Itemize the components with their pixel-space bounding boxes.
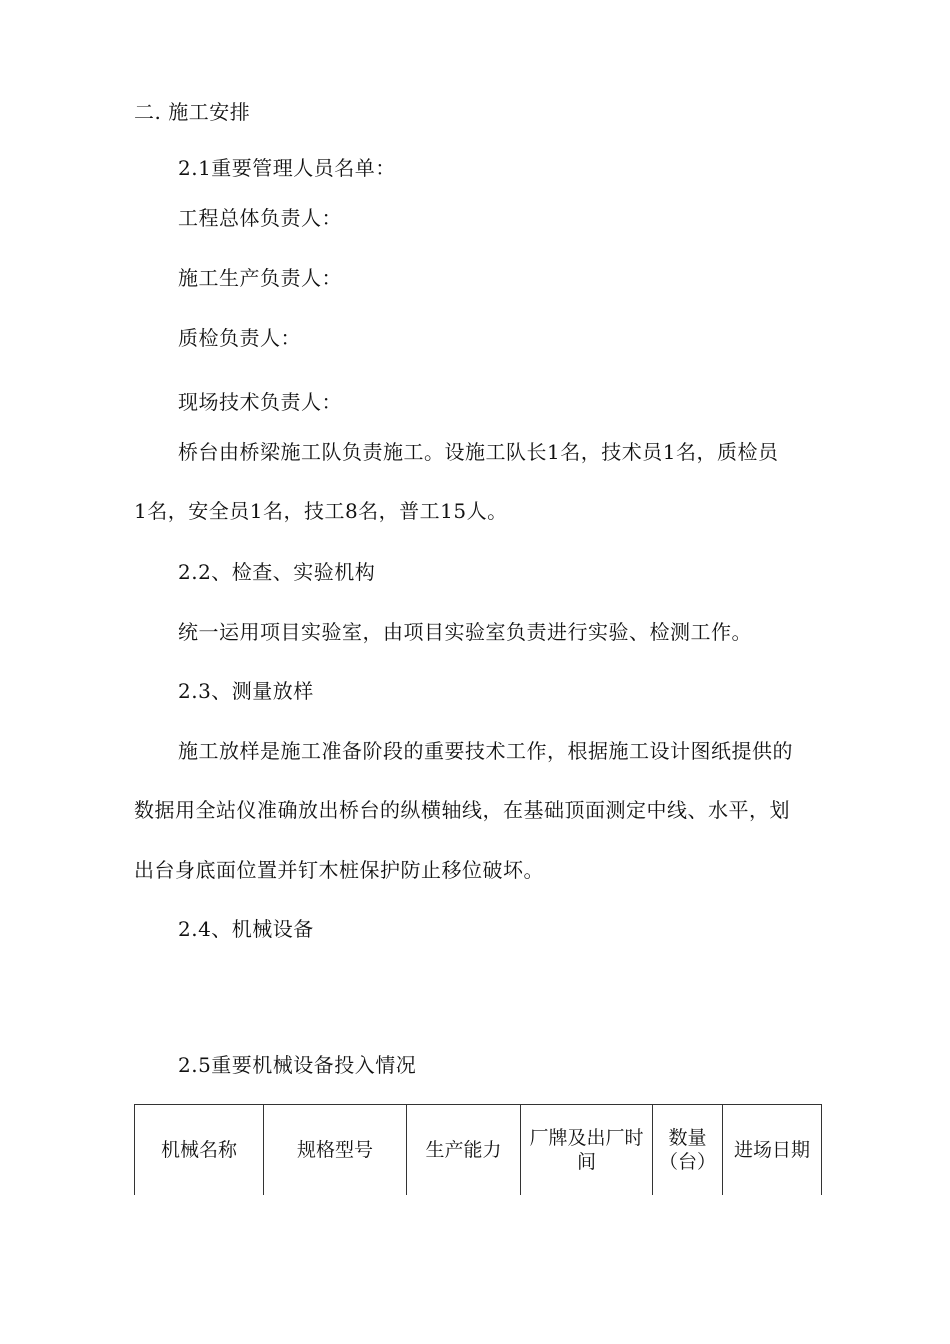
col-header-entry-date: 进场日期 — [723, 1105, 822, 1196]
section-2-3-body-line-3: 出台身底面位置并钉木桩保护防止移位破坏。 — [134, 858, 544, 882]
section-2-3-body-line-1: 施工放样是施工准备阶段的重要技术工作，根据施工设计图纸提供的 — [178, 739, 793, 763]
equipment-table-header-row — [135, 1105, 822, 1196]
section-2-5-title: 2.5重要机械设备投入情况 — [178, 1053, 417, 1077]
col-header-model: 规格型号 — [264, 1105, 407, 1196]
section-2-2-body: 统一运用项目实验室，由项目实验室负责进行实验、检测工作。 — [178, 620, 752, 644]
col-header-quantity: 数量（台） — [653, 1105, 723, 1196]
section-2-3-body-line-2: 数据用全站仪准确放出桥台的纵横轴线，在基础顶面测定中线、水平，划 — [134, 798, 790, 822]
col-header-machine-name: 机械名称 — [135, 1105, 264, 1196]
section-2-4-title: 2.4、机械设备 — [178, 917, 314, 941]
team-paragraph-line-2: 1名，安全员1名，技工8名，普工15人。 — [134, 499, 508, 523]
section-heading: 二. 施工安排 — [134, 100, 251, 124]
col-header-capacity: 生产能力 — [407, 1105, 521, 1196]
equipment-table — [134, 1104, 822, 1195]
section-2-3-title: 2.3、测量放样 — [178, 679, 314, 703]
role-project-lead: 工程总体负责人： — [178, 206, 342, 230]
role-quality-lead: 质检负责人： — [178, 326, 301, 350]
section-2-1-title: 2.1重要管理人员名单： — [178, 156, 396, 180]
role-production-lead: 施工生产负责人： — [178, 266, 342, 290]
role-site-tech-lead: 现场技术负责人： — [178, 390, 342, 414]
col-header-brand-date: 厂牌及出厂时间 — [521, 1105, 653, 1196]
section-2-2-title: 2.2、检查、实验机构 — [178, 560, 376, 584]
team-paragraph-line-1: 桥台由桥梁施工队负责施工。设施工队长1名，技术员1名，质检员 — [178, 440, 779, 464]
